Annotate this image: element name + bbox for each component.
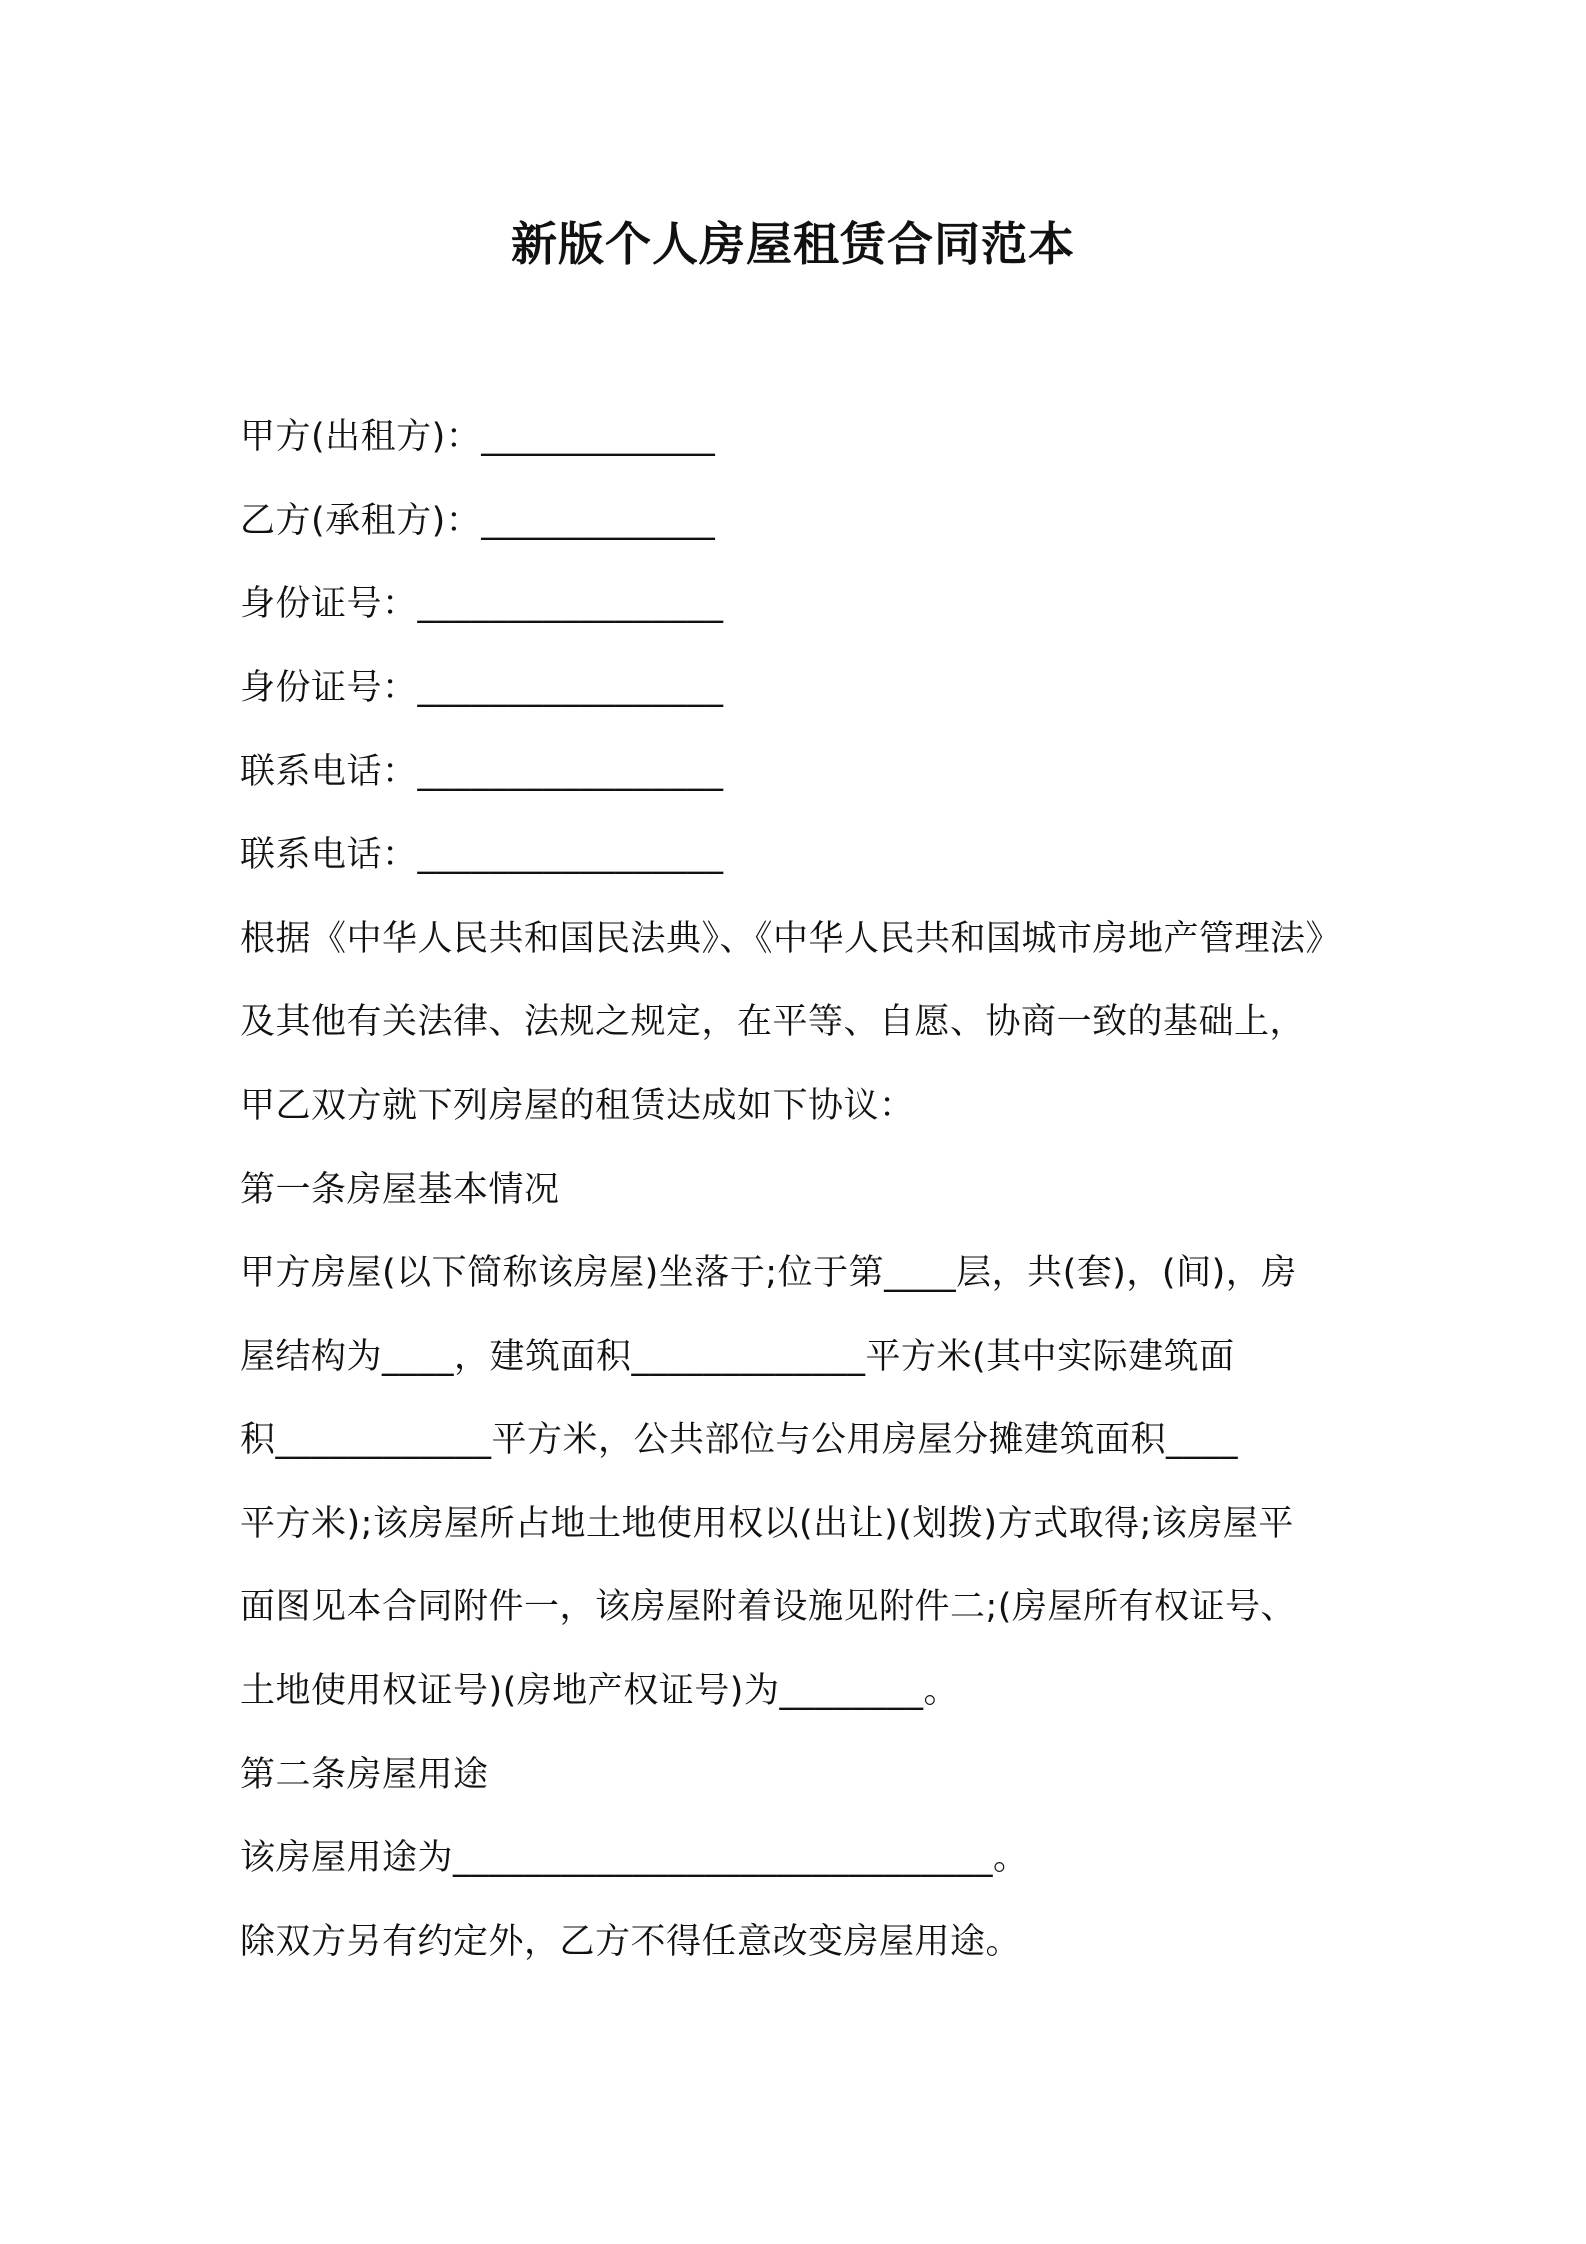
article-2-line: 除双方另有约定外，乙方不得任意改变房屋用途。 (240, 1922, 1022, 1962)
field-lessor: 甲方(出租方)：_____________ (240, 417, 716, 457)
article-1-line: 面图见本合同附件一，该房屋附着设施见附件二;(房屋所有权证号、 (240, 1587, 1296, 1627)
article-1-line: 屋结构为____，建筑面积_____________平方米(其中实际建筑面 (240, 1337, 1235, 1377)
field-id-number-1: 身份证号：_________________ (240, 584, 724, 624)
preamble-line: 甲乙双方就下列房屋的租赁达成如下协议： (240, 1086, 915, 1126)
preamble-line: 及其他有关法律、法规之规定，在平等、自愿、协商一致的基础上， (240, 1002, 1306, 1042)
article-1-line: 土地使用权证号)(房地产权证号)为________。 (240, 1671, 959, 1711)
field-phone-1: 联系电话：_________________ (240, 752, 724, 792)
field-lessee: 乙方(承租方)：_____________ (240, 501, 716, 541)
field-phone-2: 联系电话：_________________ (240, 835, 724, 875)
article-2-heading: 第二条房屋用途 (240, 1755, 489, 1795)
article-2-line: 该房屋用途为______________________________。 (240, 1838, 1029, 1878)
article-1-line: 甲方房屋(以下简称该房屋)坐落于;位于第____层，共(套)，(间)，房 (240, 1253, 1297, 1293)
field-id-number-2: 身份证号：_________________ (240, 668, 724, 708)
article-1-line: 平方米);该房屋所占地土地使用权以(出让)(划拨)方式取得;该房屋平 (240, 1504, 1294, 1544)
article-1-line: 积____________平方米，公共部位与公用房屋分摊建筑面积____ (240, 1420, 1239, 1460)
preamble-line: 根据《中华人民共和国民法典》、《中华人民共和国城市房地产管理法》 (240, 919, 1342, 959)
document-title: 新版个人房屋租赁合同范本 (511, 217, 1075, 271)
article-1-heading: 第一条房屋基本情况 (240, 1170, 560, 1210)
